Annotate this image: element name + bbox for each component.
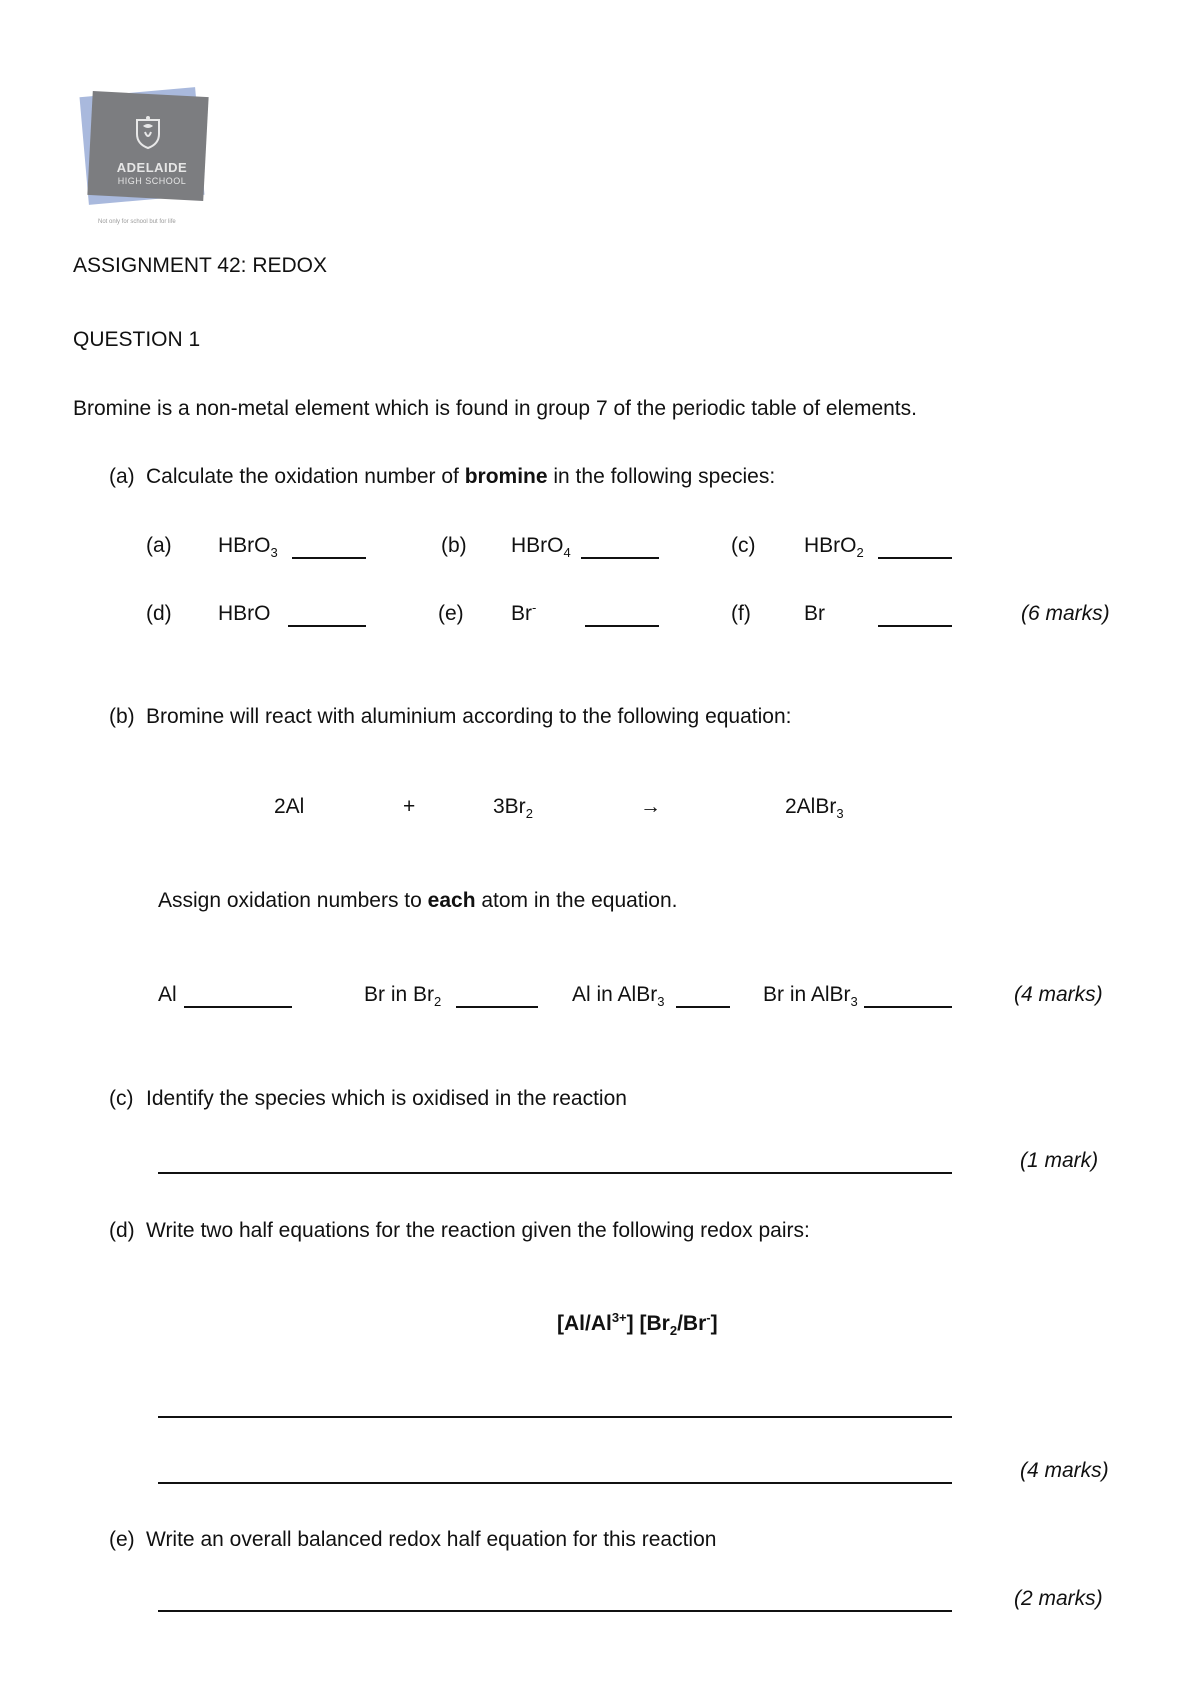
question-heading: QUESTION 1 xyxy=(73,328,201,351)
part-e-label: (e) xyxy=(109,1528,135,1551)
part-e-text: Write an overall balanced redox half equation for this reaction xyxy=(146,1528,717,1551)
equation-product: 2AlBr$_3$ xyxy=(785,795,844,822)
species-e: Br- xyxy=(511,600,537,625)
species-f: Br xyxy=(804,602,825,625)
part-e-marks: (2 marks) xyxy=(1014,1587,1103,1610)
part-a-label: (a) xyxy=(109,465,135,488)
answer-blank-c[interactable] xyxy=(878,557,952,559)
species-b: HBrO$_4$ xyxy=(511,534,571,561)
part-d-label: (d) xyxy=(109,1219,135,1242)
species-d: HBrO xyxy=(218,602,271,625)
logo-subname: HIGH SCHOOL xyxy=(117,176,187,186)
answer-line-c[interactable] xyxy=(158,1172,952,1174)
logo-motto: Not only for school but for life xyxy=(98,219,176,225)
logo-name: ADELAIDE xyxy=(116,160,188,175)
answer-blank-al-in-albr3[interactable] xyxy=(676,1006,730,1008)
species-label-e: (e) xyxy=(438,602,464,625)
part-b-label: (b) xyxy=(109,705,135,728)
answer-blank-a[interactable] xyxy=(292,557,366,559)
answer-blank-d[interactable] xyxy=(288,625,366,627)
answer-blank-br-in-albr3[interactable] xyxy=(864,1006,952,1008)
part-c-marks: (1 mark) xyxy=(1020,1149,1099,1172)
equation-arrow: → xyxy=(640,795,661,818)
species-label-d: (d) xyxy=(146,602,172,625)
crest-icon xyxy=(133,116,163,150)
species-label-f: (f) xyxy=(731,602,751,625)
part-d-text: Write two half equations for the reaction given the following redox pairs: xyxy=(146,1219,810,1242)
species-label-b: (b) xyxy=(441,534,467,557)
question-intro: Bromine is a non-metal element which is found in group 7 of the periodic table of elements. xyxy=(73,397,917,420)
part-c-label: (c) xyxy=(109,1087,134,1110)
answer-blank-br-in-br2[interactable] xyxy=(456,1006,538,1008)
answer-line-d-1[interactable] xyxy=(158,1416,952,1418)
answer-blank-e[interactable] xyxy=(585,625,659,627)
answer-blank-al[interactable] xyxy=(184,1006,292,1008)
part-a-marks: (6 marks) xyxy=(1021,602,1110,625)
species-label-c: (c) xyxy=(731,534,756,557)
part-a-text: Calculate the oxidation number of bromine in the following species: xyxy=(146,465,776,488)
answer-line-e[interactable] xyxy=(158,1610,952,1612)
part-c-text: Identify the species which is oxidised in the reaction xyxy=(146,1087,627,1110)
part-b-instruction: Assign oxidation numbers to each atom in the equation. xyxy=(158,889,678,912)
answer-blank-b[interactable] xyxy=(581,557,659,559)
assignment-title: ASSIGNMENT 42: REDOX xyxy=(73,254,328,277)
part-d-marks: (4 marks) xyxy=(1020,1459,1109,1482)
field-br-in-albr3: Br in AlBr$_3$ xyxy=(763,983,858,1010)
field-al-in-albr3: Al in AlBr$_3$ xyxy=(572,983,665,1010)
species-label-a: (a) xyxy=(146,534,172,557)
answer-line-d-2[interactable] xyxy=(158,1482,952,1484)
species-a: HBrO$_3$ xyxy=(218,534,278,561)
field-al: Al xyxy=(158,983,177,1006)
species-c: HBrO$_2$ xyxy=(804,534,864,561)
equation-reactant-2: $3Br_2$ xyxy=(493,795,533,822)
equation-plus: + xyxy=(403,795,416,818)
equation-reactant-1: 2Al xyxy=(274,795,305,818)
part-b-marks: (4 marks) xyxy=(1014,983,1103,1006)
part-b-text: Bromine will react with aluminium according to the following equation: xyxy=(146,705,792,728)
redox-pairs: $[Al/Al^{3+}]$ $[Br_2/Br^-]$ xyxy=(557,1310,718,1339)
field-br-in-br2: Br in $Br_2$ xyxy=(364,983,442,1010)
answer-blank-f[interactable] xyxy=(878,625,952,627)
